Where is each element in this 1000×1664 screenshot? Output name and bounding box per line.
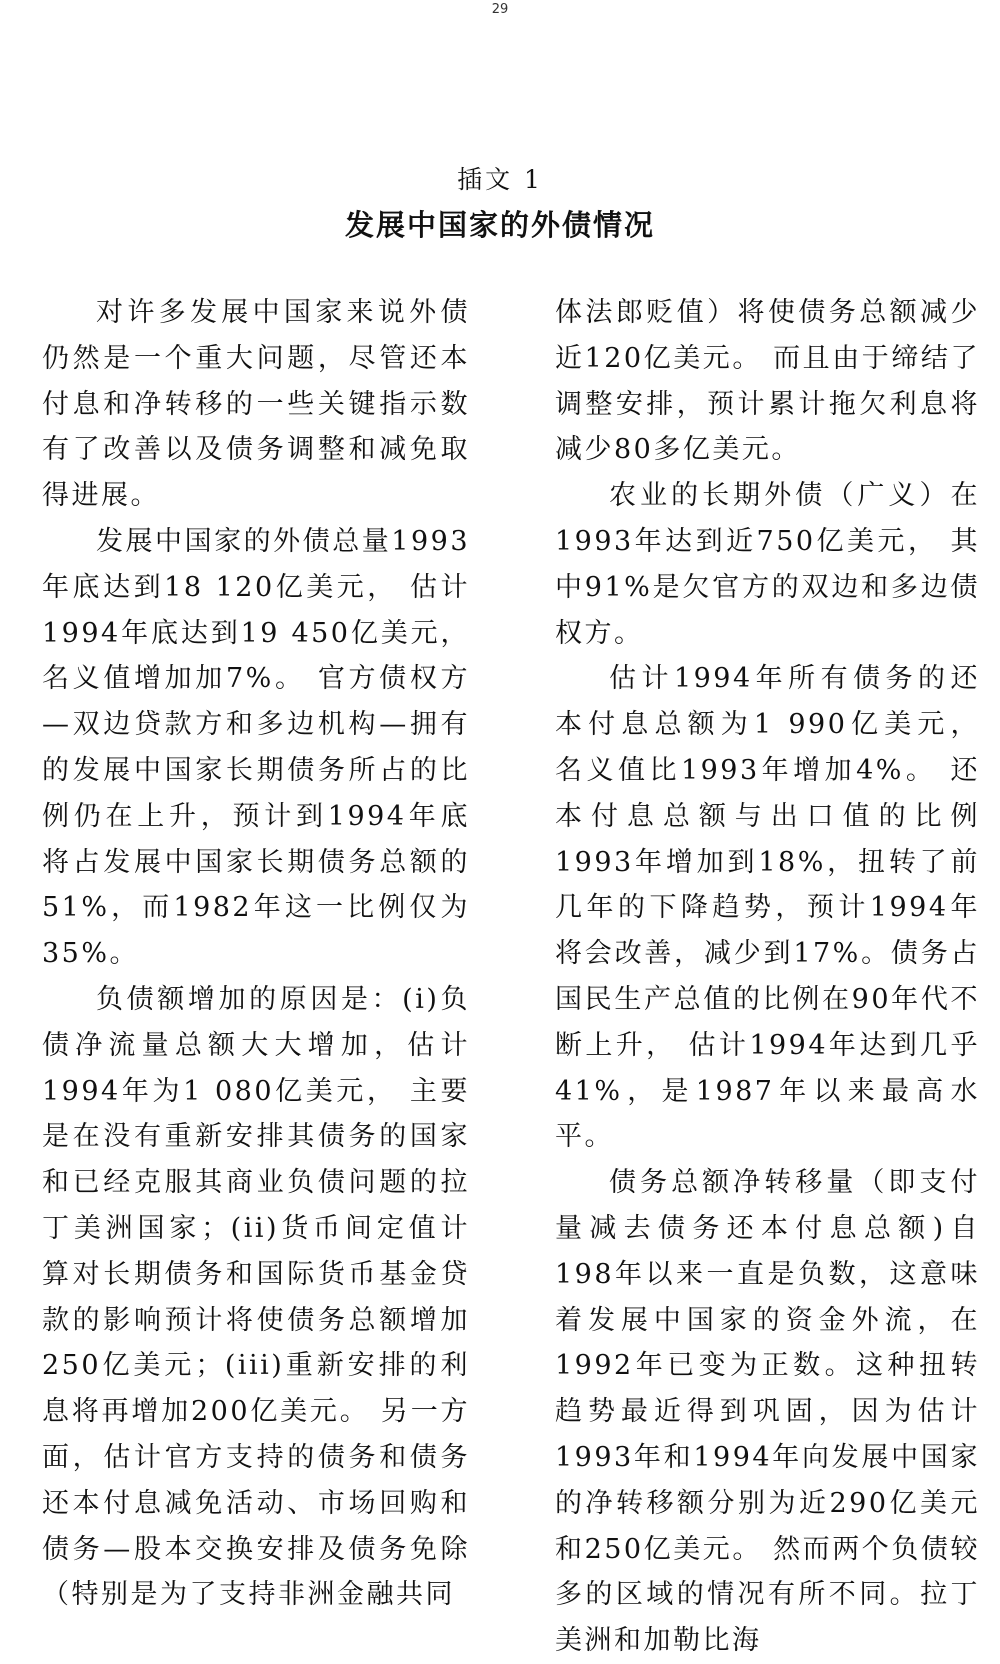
- right-paragraph-4: 债务总额净转移量（即支付量减去债务还本付息总额)自198年以来一直是负数，这意味着发展中国家的资金外流，在1992年已变为正数。这种扭转趋势最近得到巩固，因为估计1993年和1994年向发展中国家的净转移额分别为近290亿美元和250亿美元。 然而两个负债较多的区域的情况有所不同。拉丁美洲和加勒比海: [555, 1167, 980, 1657]
- box-label: 插文 1: [457, 165, 543, 194]
- right-paragraph-1: 体法郎贬值）将使债务总额减少近120亿美元。 而且由于缔结了调整安排，预计累计拖欠利息将减少80多亿美元。: [555, 297, 980, 466]
- left-paragraph-2: 发展中国家的外债总量1993年底达到18 120亿美元， 估计1994年底达到19 450亿美元，名义值增加加7%。 官方债权方—双边贷款方和多边机构—拥有的发展中国家长期债务所占的比例仍在上升，预计到1994年底将占发展中国家长期债务总额的51%，而1982年这一比例仅为35%。: [42, 525, 470, 970]
- page-number: 29: [491, 2, 509, 17]
- left-column: [42, 290, 470, 1618]
- left-paragraph-3: 负债额增加的原因是：(i)负债净流量总额大大增加，估计1994年为1 080亿美元， 主要是在没有重新安排其债务的国家和已经克服其商业负债问题的拉丁美洲国家；(ii)货币间定值计算对长期债务和国际货币基金贷款的影响预计将使债务总额增加250亿美元；(iii)重新安排的利息将再增加200亿美元。 另一方面，估计官方支持的债务和债务还本付息减免活动、市场回购和债务—股本交换安排及债务免除（特别是为了支持非洲金融共同: [42, 983, 470, 1611]
- right-column: [555, 290, 980, 1664]
- right-paragraph-2: 农业的长期外债（广义）在1993年达到近750亿美元， 其中91%是欠官方的双边和多边债权方。: [555, 480, 980, 649]
- box-title: 发展中国家的外债情况: [344, 208, 655, 242]
- right-paragraph-3: 估计1994年所有债务的还本付息总额为1 990亿美元， 名义值比1993年增加4%。 还本付息总额与出口值的比例1993年增加到18%，扭转了前几年的下降趋势，预计1994年将会改善，减少到17%。债务占国民生产总值的比例在90年代不断上升， 估计1994年达到几乎41%，是1987年以来最高水平。: [555, 663, 980, 1153]
- left-paragraph-1: 对许多发展中国家来说外债仍然是一个重大问题，尽管还本付息和净转移的一些关键指示数有了改善以及债务调整和减免取得进展。: [42, 297, 470, 512]
